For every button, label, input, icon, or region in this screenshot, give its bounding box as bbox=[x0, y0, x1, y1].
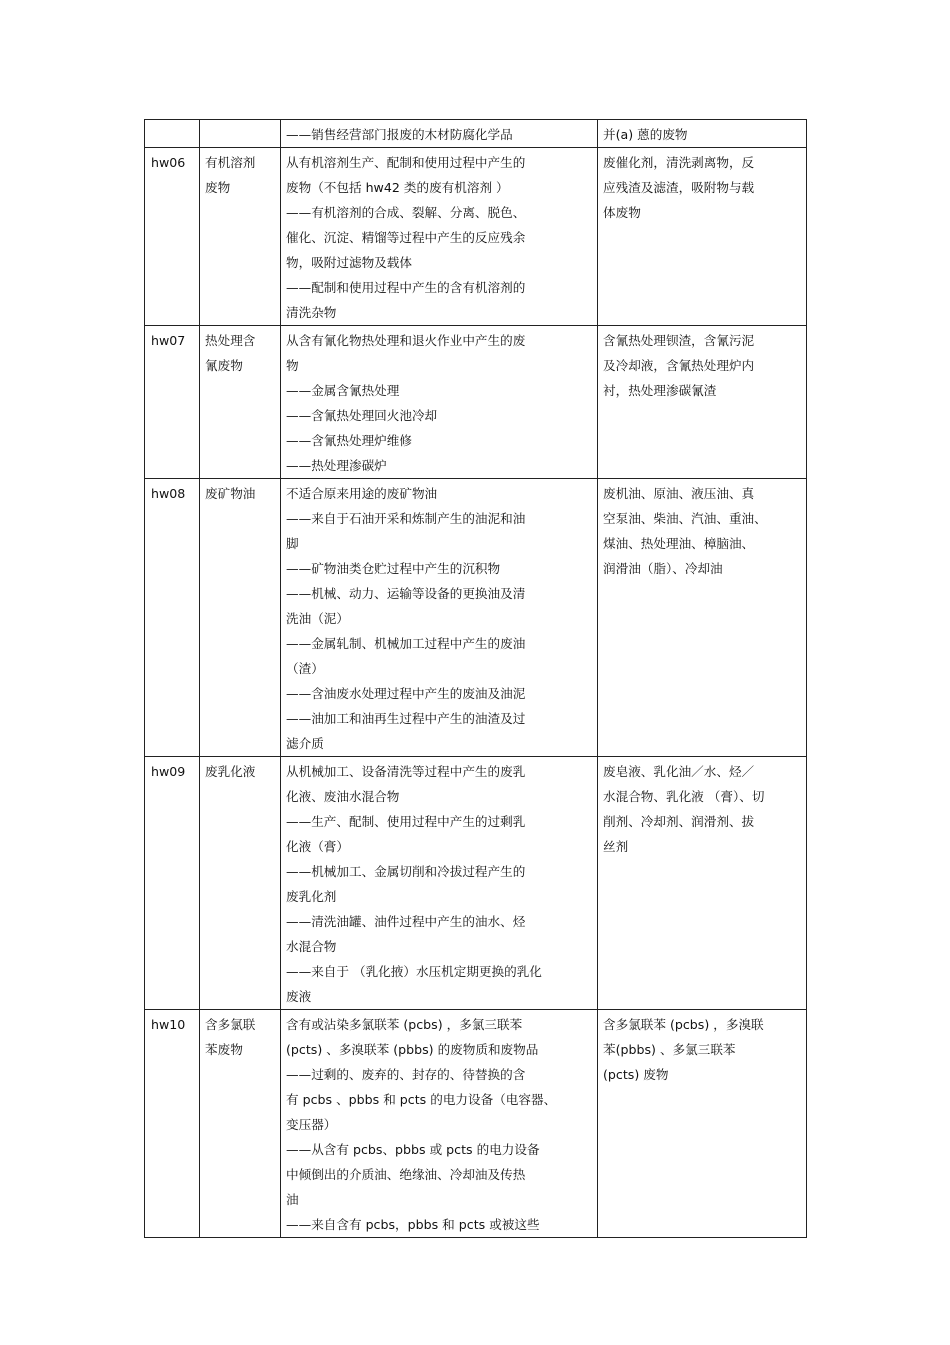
waste-source-cell bbox=[281, 1010, 598, 1238]
waste-source-cell-line: ——含氰热处理炉维修 bbox=[286, 433, 412, 448]
waste-source-cell-line: ——来自含有 pcbs，pbbs 和 pcts 或被这些 bbox=[286, 1217, 540, 1232]
typical-waste-cell-line: 含氰热处理钡渣，含氰污泥 bbox=[603, 333, 755, 348]
waste-source-cell-line: 水混合物 bbox=[286, 939, 337, 954]
waste-category-cell-line: 废物 bbox=[205, 180, 231, 195]
typical-waste-cell bbox=[598, 120, 807, 148]
typical-waste-cell-line: 煤油、热处理油、樟脑油、 bbox=[603, 536, 755, 551]
waste-source-cell-line: ——清洗油罐、油件过程中产生的油水、烃 bbox=[286, 914, 526, 929]
typical-waste-cell-line: 应残渣及滤渣，吸附物与载 bbox=[603, 180, 755, 195]
typical-waste-cell-line: 衬，热处理渗碳氰渣 bbox=[603, 383, 717, 398]
waste-source-cell-line: ——含油废水处理过程中产生的废油及油泥 bbox=[286, 686, 526, 701]
table-row bbox=[145, 479, 807, 757]
typical-waste-cell-line: 削剂、冷却剂、润滑剂、拔 bbox=[603, 814, 755, 829]
waste-source-cell-line: ——生产、配制、使用过程中产生的过剩乳 bbox=[286, 814, 526, 829]
waste-category-cell-line: 有机溶剂 bbox=[205, 155, 256, 170]
typical-waste-cell bbox=[598, 757, 807, 1010]
waste-source-cell-line: 含有或沾染多氯联苯 (pcbs) ，多氯三联苯 bbox=[286, 1017, 523, 1032]
waste-source-cell-line: 中倾倒出的介质油、绝缘油、冷却油及传热 bbox=[286, 1167, 526, 1182]
waste-source-cell-line: 滤介质 bbox=[286, 736, 324, 751]
typical-waste-cell-line: 丝剂 bbox=[603, 839, 629, 854]
waste-source-cell-line: ——热处理渗碳炉 bbox=[286, 458, 387, 473]
waste-source-cell-line: 洗油（泥） bbox=[286, 611, 349, 626]
typical-waste-cell-line: 并(a) 蒽的废物 bbox=[603, 127, 688, 142]
waste-source-cell-line: ——金属含氰热处理 bbox=[286, 383, 400, 398]
waste-source-cell-line: 变压器） bbox=[286, 1117, 337, 1132]
table-row bbox=[145, 326, 807, 479]
waste-source-cell bbox=[281, 479, 598, 757]
table-body bbox=[145, 120, 807, 1238]
waste-category-cell-line: 苯废物 bbox=[205, 1042, 243, 1057]
waste-category-cell-line: 废乳化液 bbox=[205, 764, 256, 779]
waste-source-cell-line: 脚 bbox=[286, 536, 299, 551]
waste-source-cell-line: （渣） bbox=[286, 661, 324, 676]
waste-source-cell-line: 从机械加工、设备清洗等过程中产生的废乳 bbox=[286, 764, 526, 779]
typical-waste-cell-line: 废催化剂，清洗剥离物，反 bbox=[603, 155, 755, 170]
waste-category-cell bbox=[200, 479, 281, 757]
waste-source-cell-line: ——油加工和油再生过程中产生的油渣及过 bbox=[286, 711, 526, 726]
waste-code-cell: hw09 bbox=[145, 757, 200, 1010]
waste-code-cell: hw10 bbox=[145, 1010, 200, 1238]
waste-source-cell-line: (pcts) 、多溴联苯 (pbbs) 的废物质和废物品 bbox=[286, 1042, 539, 1057]
waste-code-cell: hw07 bbox=[145, 326, 200, 479]
waste-category-cell bbox=[200, 1010, 281, 1238]
waste-category-cell bbox=[200, 326, 281, 479]
waste-category-cell-line: 氰废物 bbox=[205, 358, 243, 373]
waste-source-cell-line: 物 bbox=[286, 358, 299, 373]
table-row bbox=[145, 1010, 807, 1238]
waste-category-cell bbox=[200, 757, 281, 1010]
waste-source-cell-line: ——来自于 （乳化掖）水压机定期更换的乳化 bbox=[286, 964, 542, 979]
hazardous-waste-table-page bbox=[144, 119, 805, 1238]
waste-source-cell-line: 化液、废油水混合物 bbox=[286, 789, 400, 804]
typical-waste-cell-line: 废机油、原油、液压油、真 bbox=[603, 486, 755, 501]
typical-waste-cell-line: 水混合物、乳化液 （膏）、切 bbox=[603, 789, 765, 804]
waste-source-cell-line: 废乳化剂 bbox=[286, 889, 337, 904]
typical-waste-cell-line: 润滑油（脂）、冷却油 bbox=[603, 561, 723, 576]
waste-source-cell-line: ——机械、动力、运输等设备的更换油及清 bbox=[286, 586, 526, 601]
waste-source-cell-line: 废物（不包括 hw42 类的废有机溶剂 ） bbox=[286, 180, 509, 195]
typical-waste-cell bbox=[598, 479, 807, 757]
waste-source-cell-line: ——有机溶剂的合成、裂解、分离、脱色、 bbox=[286, 205, 526, 220]
typical-waste-cell-line: 空泵油、柴油、汽油、重油、 bbox=[603, 511, 767, 526]
waste-source-cell-line: 清洗杂物 bbox=[286, 305, 337, 320]
waste-category-cell-line: 热处理含 bbox=[205, 333, 256, 348]
waste-source-cell-line: 物，吸附过滤物及载体 bbox=[286, 255, 412, 270]
waste-source-cell-line: 不适合原来用途的废矿物油 bbox=[286, 486, 438, 501]
waste-code-cell: hw08 bbox=[145, 479, 200, 757]
typical-waste-cell bbox=[598, 326, 807, 479]
waste-source-cell bbox=[281, 120, 598, 148]
waste-source-cell-line: ——过剩的、废弃的、封存的、待替换的含 bbox=[286, 1067, 526, 1082]
waste-source-cell bbox=[281, 326, 598, 479]
waste-source-cell-line: 废液 bbox=[286, 989, 312, 1004]
waste-source-cell-line: ——金属轧制、机械加工过程中产生的废油 bbox=[286, 636, 526, 651]
waste-code-cell: hw06 bbox=[145, 148, 200, 326]
waste-source-cell bbox=[281, 757, 598, 1010]
typical-waste-cell-line: 含多氯联苯 (pcbs) ，多溴联 bbox=[603, 1017, 764, 1032]
waste-source-cell-line: ——机械加工、金属切削和冷拔过程产生的 bbox=[286, 864, 526, 879]
waste-source-cell-line: 从含有氰化物热处理和退火作业中产生的废 bbox=[286, 333, 526, 348]
waste-source-cell-line: ——从含有 pcbs、pbbs 或 pcts 的电力设备 bbox=[286, 1142, 540, 1157]
table-row bbox=[145, 148, 807, 326]
typical-waste-cell bbox=[598, 1010, 807, 1238]
waste-source-cell-line: 催化、沉淀、精馏等过程中产生的反应残余 bbox=[286, 230, 526, 245]
table-row bbox=[145, 757, 807, 1010]
waste-source-cell bbox=[281, 148, 598, 326]
waste-source-cell-line: 从有机溶剂生产、配制和使用过程中产生的 bbox=[286, 155, 526, 170]
waste-category-cell-line: 含多氯联 bbox=[205, 1017, 256, 1032]
waste-source-cell-line: ——含氰热处理回火池冷却 bbox=[286, 408, 438, 423]
hazardous-waste-table bbox=[144, 119, 807, 1238]
waste-category-cell-line: 废矿物油 bbox=[205, 486, 256, 501]
waste-source-cell-line: ——矿物油类仓贮过程中产生的沉积物 bbox=[286, 561, 501, 576]
waste-category-cell bbox=[200, 148, 281, 326]
typical-waste-cell bbox=[598, 148, 807, 326]
waste-source-cell-line: ——销售经营部门报废的木材防腐化学品 bbox=[286, 127, 513, 142]
waste-source-cell-line: 有 pcbs 、pbbs 和 pcts 的电力设备（电容器、 bbox=[286, 1092, 557, 1107]
waste-code-cell bbox=[145, 120, 200, 148]
typical-waste-cell-line: 苯(pbbs) 、多氯三联苯 bbox=[603, 1042, 736, 1057]
waste-source-cell-line: 油 bbox=[286, 1192, 299, 1207]
typical-waste-cell-line: 及冷却液，含氰热处理炉内 bbox=[603, 358, 755, 373]
waste-source-cell-line: ——来自于石油开采和炼制产生的油泥和油 bbox=[286, 511, 526, 526]
waste-source-cell-line: 化液（膏） bbox=[286, 839, 349, 854]
typical-waste-cell-line: 体废物 bbox=[603, 205, 641, 220]
waste-category-cell bbox=[200, 120, 281, 148]
typical-waste-cell-line: (pcts) 废物 bbox=[603, 1067, 669, 1082]
table-row bbox=[145, 120, 807, 148]
typical-waste-cell-line: 废皂液、乳化油／水、烃／ bbox=[603, 764, 755, 779]
waste-source-cell-line: ——配制和使用过程中产生的含有机溶剂的 bbox=[286, 280, 526, 295]
